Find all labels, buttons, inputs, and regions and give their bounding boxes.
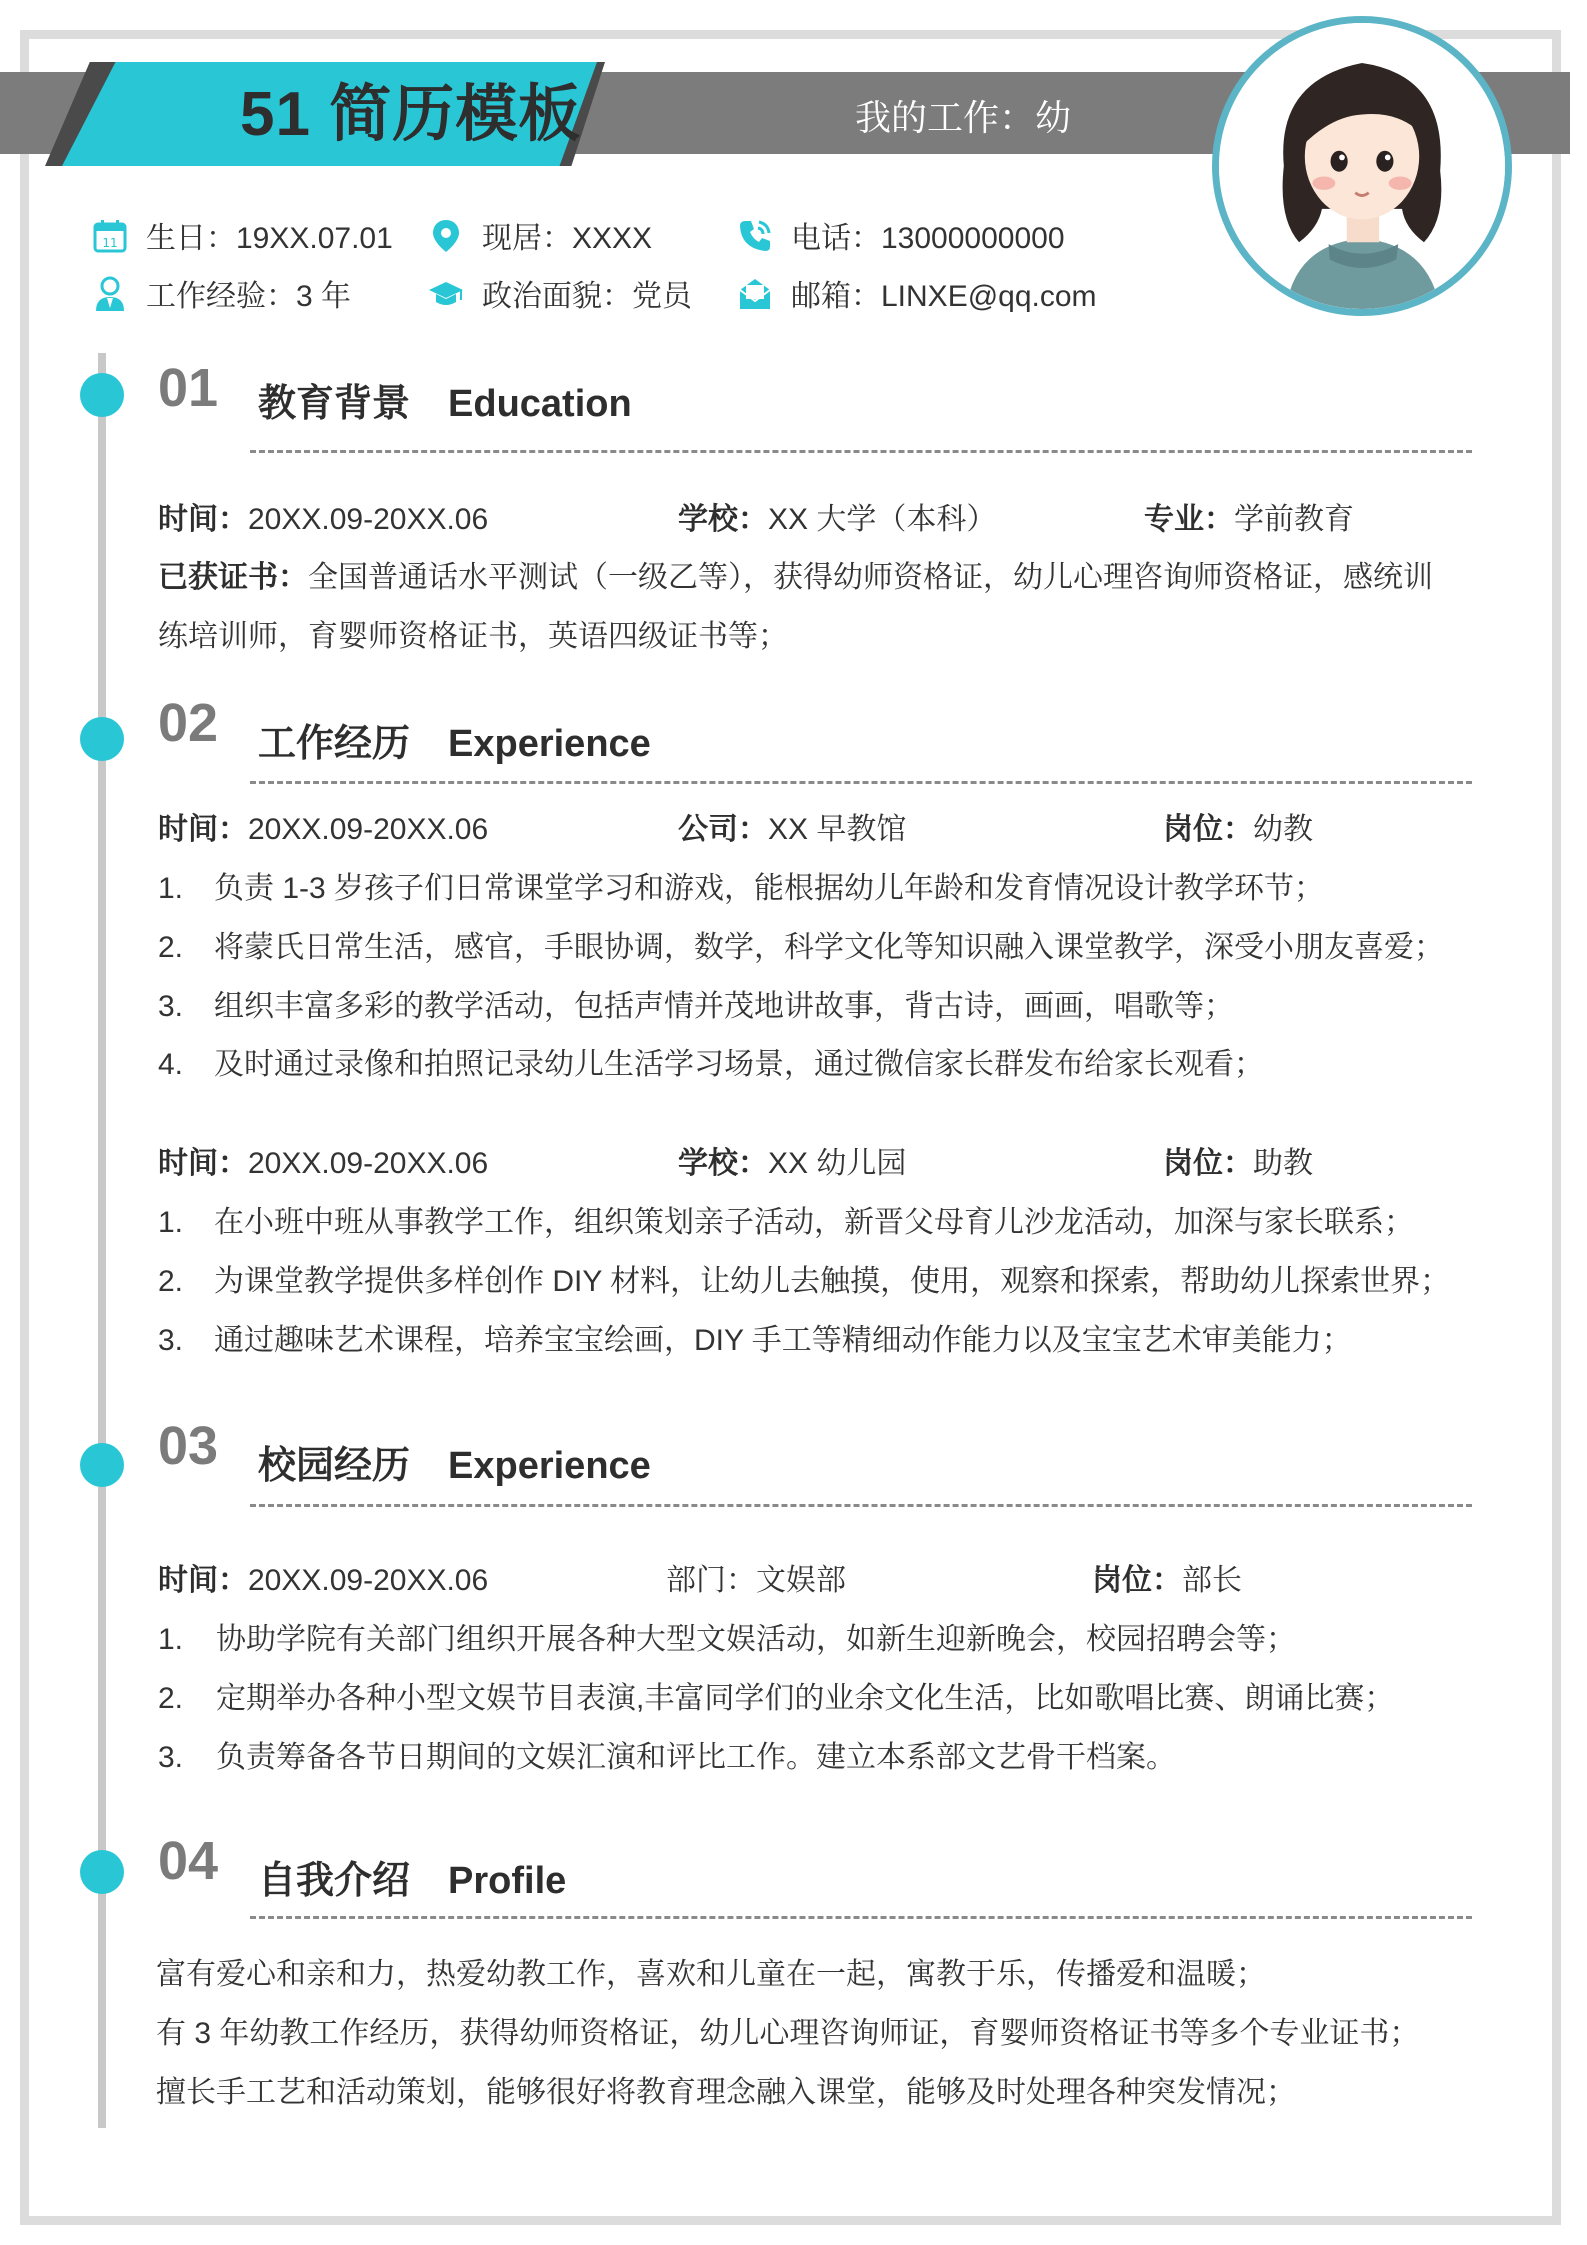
edu-time (158, 497, 488, 543)
list-item: 在小班中班从事教学工作，组织策划亲子活动，新晋父母育儿沙龙活动，加深与家长联系； (214, 1206, 1414, 1239)
timeline-dot-02 (80, 717, 124, 761)
email-text: 邮箱：LINXE@qq.com (791, 280, 1097, 313)
job2-company (678, 1141, 906, 1187)
label: 专业： (1144, 503, 1234, 536)
list-item: 负责筹备各节日期间的文娱汇演和评比工作。建立本系部文艺骨干档案。 (216, 1741, 1176, 1774)
job2-position (1163, 1141, 1313, 1187)
section-title-cn: 自我介绍 (258, 1860, 411, 1902)
campus-position (1092, 1558, 1242, 1604)
value: 学前教育 (1234, 503, 1354, 536)
label: 学校： (678, 503, 768, 536)
label: 岗位： (1092, 1564, 1182, 1597)
residence-text: 现居：XXXX (482, 222, 653, 255)
list-number: 2. (158, 1265, 184, 1298)
section-title-work (258, 718, 651, 770)
section-divider (250, 1916, 1472, 1919)
job1-time (158, 807, 488, 853)
section-number-01: 01 (158, 358, 219, 418)
section-divider (250, 1504, 1472, 1507)
list-item: 负责 1-3 岁孩子们日常课堂学习和游戏，能根据幼儿年龄和发育情况设计教学环节； (214, 872, 1325, 905)
section-title-cn: 校园经历 (258, 1445, 411, 1487)
value: 20XX.09-20XX.06 (248, 1147, 489, 1180)
value: 全国普通话水平测试（一级乙等），获得幼师资格证，幼儿心理咨询师资格证，感统训 (308, 561, 1433, 594)
info-phone (737, 218, 1065, 258)
section-number-02: 02 (158, 693, 219, 753)
profile-line: 有 3 年幼教工作经历，获得幼师资格证，幼儿心理咨询师证，育婴师资格证书等多个专业证书； (156, 2017, 1420, 2050)
graduation-cap-icon (428, 276, 464, 312)
info-birthday (92, 218, 393, 258)
section-title-en: Experience (448, 1445, 651, 1487)
value: 20XX.09-20XX.06 (248, 503, 489, 536)
label: 时间： (158, 1147, 248, 1180)
list-number: 2. (158, 1682, 184, 1715)
value: 部长 (1182, 1564, 1242, 1597)
phone-icon (737, 218, 773, 254)
section-title-education (258, 378, 632, 430)
section-title-en: Education (448, 383, 632, 425)
brand-title: 51 简历模板 (240, 80, 582, 149)
list-number: 1. (158, 1206, 184, 1239)
value: XX 幼儿园 (768, 1147, 907, 1180)
timeline-dot-01 (80, 373, 124, 417)
info-email (737, 276, 1097, 316)
phone-text: 电话：13000000000 (791, 222, 1065, 255)
list-item: 将蒙氏日常生活，感官，手眼协调，数学，科学文化等知识融入课堂教学，深受小朋友喜爱； (214, 931, 1444, 964)
list-number: 4. (158, 1048, 184, 1081)
section-title-campus (258, 1440, 651, 1492)
label: 时间： (158, 1564, 248, 1597)
profile-line: 富有爱心和亲和力，热爱幼教工作，喜欢和儿童在一起，寓教于乐，传播爱和温暖； (156, 1958, 1266, 1991)
label: 时间： (158, 503, 248, 536)
value: 20XX.09-20XX.06 (248, 1564, 489, 1597)
section-title-en: Profile (448, 1860, 567, 1902)
list-number: 3. (158, 1324, 184, 1357)
birthday-text: 生日：19XX.07.01 (146, 222, 393, 255)
edu-cert-line-1 (158, 555, 1433, 601)
avatar (1212, 16, 1512, 316)
location-pin-icon (428, 218, 464, 254)
section-number-04: 04 (158, 1831, 219, 1891)
list-item: 定期举办各种小型文娱节目表演,丰富同学们的业余文化生活，比如歌唱比赛、朗诵比赛； (216, 1682, 1395, 1715)
campus-time (158, 1558, 488, 1604)
list-item: 协助学院有关部门组织开展各种大型文娱活动，如新生迎新晚会，校园招聘会等； (216, 1623, 1296, 1656)
value: 幼教 (1253, 813, 1313, 846)
section-title-cn: 教育背景 (258, 383, 411, 425)
label: 已获证书： (158, 561, 308, 594)
list-number: 3. (158, 1741, 184, 1774)
experience-text: 工作经验：3 年 (146, 280, 352, 313)
edu-cert-line-2: 练培训师，育婴师资格证书，英语四级证书等； (158, 620, 788, 653)
page-frame (20, 30, 1561, 2225)
list-number: 1. (158, 1623, 184, 1656)
list-number: 3. (158, 990, 184, 1023)
profile-line: 擅长手工艺和活动策划，能够很好将教育理念融入课堂，能够及时处理各种突发情况； (156, 2076, 1296, 2109)
edu-school (678, 497, 996, 543)
label: 学校： (678, 1147, 768, 1180)
section-divider (250, 781, 1472, 784)
value: XX 早教馆 (768, 813, 907, 846)
section-number-03: 03 (158, 1416, 219, 1476)
campus-dept: 部门：文娱部 (666, 1564, 846, 1597)
value: XX 大学（本科） (768, 503, 997, 536)
section-divider (250, 450, 1472, 453)
value: 助教 (1253, 1147, 1313, 1180)
info-residence (428, 218, 652, 258)
list-item: 及时通过录像和拍照记录幼儿生活学习场景，通过微信家长群发布给家长观看； (214, 1048, 1264, 1081)
politics-text: 政治面貌：党员 (482, 280, 692, 313)
edu-major (1144, 497, 1354, 543)
timeline-dot-04 (80, 1850, 124, 1894)
label: 岗位： (1163, 1147, 1253, 1180)
list-item: 为课堂教学提供多样创作 DIY 材料，让幼儿去触摸，使用，观察和探索，帮助幼儿探索世界； (214, 1265, 1451, 1298)
section-title-en: Experience (448, 723, 651, 765)
section-title-profile (258, 1855, 566, 1907)
list-item: 组织丰富多彩的教学活动，包括声情并茂地讲故事，背古诗，画画，唱歌等； (214, 990, 1234, 1023)
section-title-cn: 工作经历 (258, 723, 411, 765)
job1-company (678, 807, 906, 853)
label: 岗位： (1163, 813, 1253, 846)
avatar-illustration-icon (1219, 23, 1505, 309)
list-number: 2. (158, 931, 184, 964)
envelope-icon (737, 276, 773, 312)
job-title: 我的工作：幼 (855, 97, 1072, 138)
info-experience (92, 276, 351, 316)
calendar-icon (92, 218, 128, 254)
svg-text:11: 11 (102, 236, 118, 250)
value: 20XX.09-20XX.06 (248, 813, 489, 846)
job2-time (158, 1141, 488, 1187)
label: 公司： (678, 813, 768, 846)
person-icon (92, 276, 128, 312)
label: 时间： (158, 813, 248, 846)
timeline-dot-03 (80, 1443, 124, 1487)
job1-position (1163, 807, 1313, 853)
list-number: 1. (158, 872, 184, 905)
list-item: 通过趣味艺术课程，培养宝宝绘画，DIY 手工等精细动作能力以及宝宝艺术审美能力； (214, 1324, 1352, 1357)
info-politics (428, 276, 692, 316)
